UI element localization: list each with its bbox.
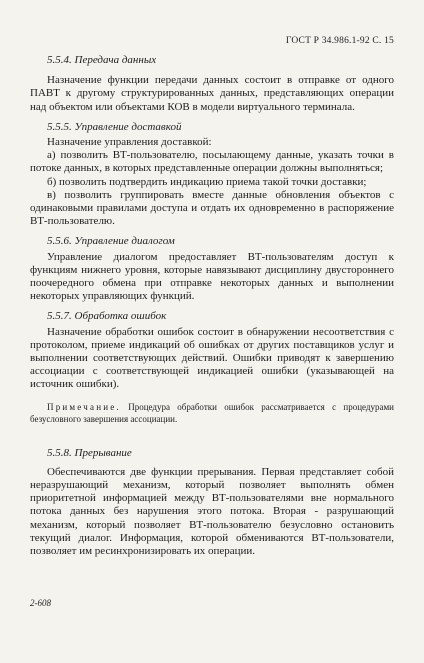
section-5-5-5-intro: Назначение управления доставкой: bbox=[47, 136, 212, 149]
page-header: ГОСТ Р 34.986.1-92 С. 15 bbox=[285, 36, 394, 46]
note-text: Процедура обработки ошибок рассматривается с процедурами безусловного завершения ассоциации. bbox=[30, 401, 394, 424]
section-5-5-7-paragraph: Назначение обработки ошибок состоит в обнаружении несоответствия с протоколом, приеме индикаций об ошибках от других поставщиков услуг и выполнении соответствующих действий. Ошибки приводят к завершению ассоциации с соответствующей индикацией ошибки (указывающей на источник ошибки). bbox=[30, 325, 394, 391]
section-5-5-5-title: 5.5.5. Управление доставкой bbox=[47, 120, 182, 133]
section-5-5-4-paragraph: Назначение функции передачи данных состоит в отправке от одного ПАВТ к другому структурированных данных, представляющих операции над объектом или объектами КОВ в модели виртуального терминала. bbox=[30, 74, 394, 113]
section-5-5-8-title: 5.5.8. Прерывание bbox=[47, 446, 132, 459]
section-5-5-5-item-a: а) позволить ВТ-пользователю, посылающему данные, указать точки в потоке данных, в которых представленные операции должны выполняться; bbox=[30, 149, 394, 175]
section-5-5-5-item-b: б) позволить подтвердить индикацию приема такой точки доставки; bbox=[47, 175, 367, 188]
section-5-5-6-paragraph: Управление диалогом предоставляет ВТ-пользователям доступ к функциям нижнего уровня, которые навязывают дисциплину двустороннего поочередного обмена при отправке некоторых данных и выполнении некоторых управляющих функций. bbox=[30, 250, 394, 303]
section-5-5-5-item-c: в) позволить группировать вместе данные обновления объектов с одинаковыми правилами доступа и отдать их одновременно в распоряжение ВТ-пользователю. bbox=[30, 188, 394, 228]
section-5-5-8-paragraph: Обеспечиваются две функции прерывания. Первая представляет собой неразрушающий механизм, который позволяет выполнять обмен приоритетной информацией между ВТ-пользователями вне нормального потока данных без нарушения этого потока. Вторая - разрушающий механизм, который позволяет ВТ-пользователю безусловно остановить текущий диалог. Информация, которой обмениваются ВТ-пользователи, позволяет им ресинхронизировать их операции. bbox=[30, 465, 394, 558]
note-label: Примечание. bbox=[47, 401, 121, 412]
section-5-5-4-title: 5.5.4. Передача данных bbox=[47, 54, 157, 66]
section-5-5-7-note bbox=[30, 401, 394, 425]
section-5-5-7-title: 5.5.7. Обработка ошибок bbox=[47, 310, 167, 323]
section-5-5-6-title: 5.5.6. Управление диалогом bbox=[47, 235, 175, 248]
page-footer-mark: 2-608 bbox=[30, 598, 51, 608]
page-content bbox=[30, 54, 394, 558]
